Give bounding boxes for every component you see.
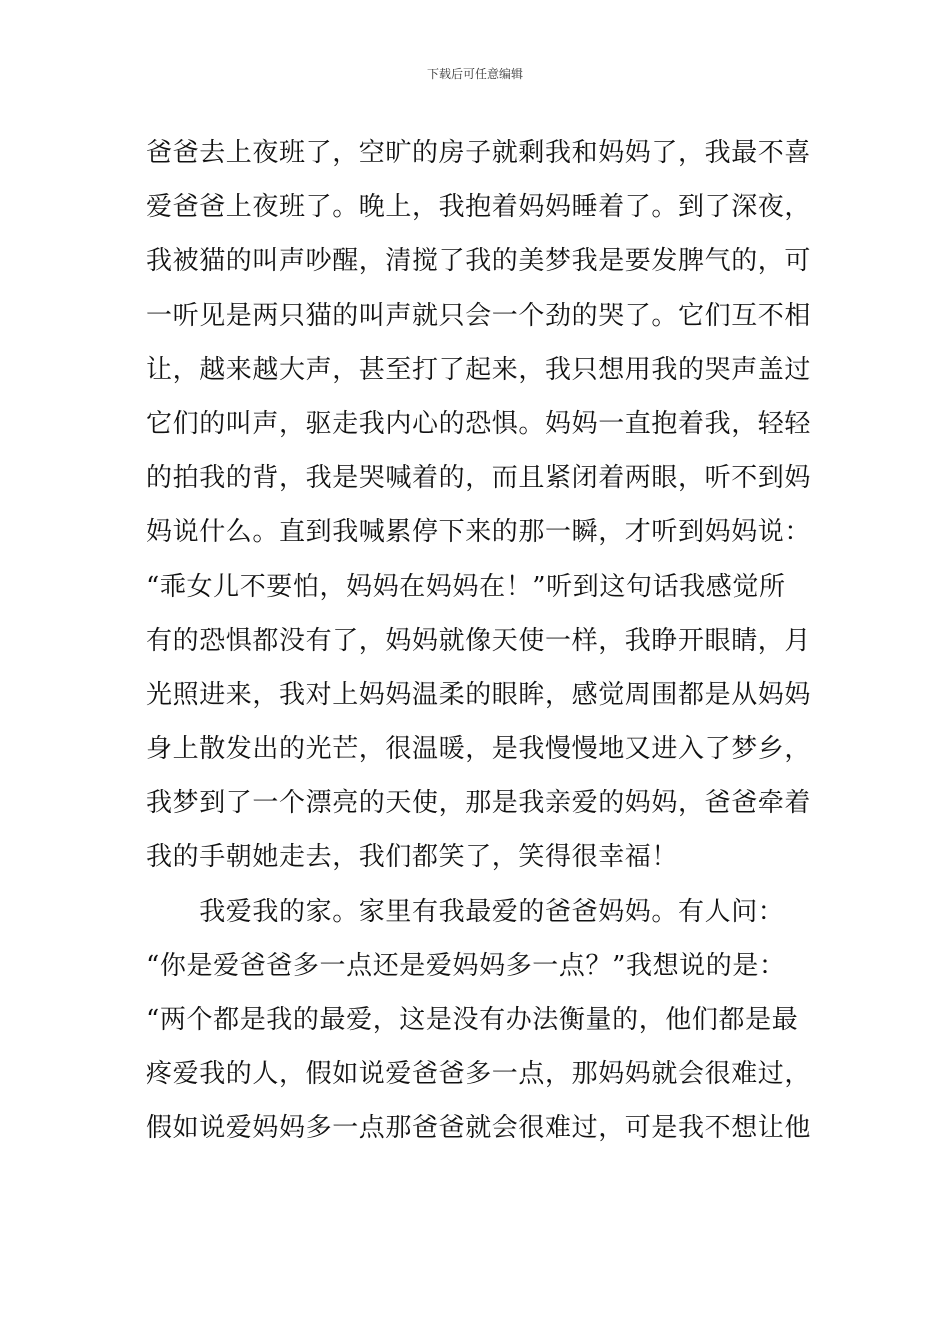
- text-line: 一听见是两只猫的叫声就只会一个劲的哭了。它们互不相: [146, 300, 812, 331]
- text-line: 妈说什么。直到我喊累停下来的那一瞬，才听到妈妈说：: [146, 517, 812, 548]
- text-line: 身上散发出的光芒，很温暖，是我慢慢地又进入了梦乡，: [146, 734, 812, 765]
- text-line: 假如说爱妈妈多一点那爸爸就会很难过，可是我不想让他: [146, 1113, 812, 1144]
- body-text: [146, 126, 816, 1156]
- text-line: 疼爱我的人，假如说爱爸爸多一点，那妈妈就会很难过，: [146, 1059, 812, 1090]
- text-line: “两个都是我的最爱，这是没有办法衡量的，他们都是最: [146, 1005, 799, 1035]
- page-header: 下载后可任意编辑: [426, 67, 523, 81]
- text-line: 爸爸去上夜班了，空旷的房子就剩我和妈妈了，我最不喜: [146, 138, 812, 168]
- text-line: 我梦到了一个漂亮的天使，那是我亲爱的妈妈，爸爸牵着: [146, 788, 812, 819]
- text-line: 光照进来，我对上妈妈温柔的眼眸，感觉周围都是从妈妈: [146, 679, 812, 710]
- text-line: “乖女儿不要怕，妈妈在妈妈在！”听到这句话我感觉所: [146, 571, 786, 602]
- text-line: 我被猫的叫声吵醒，清搅了我的美梦我是要发脾气的，可: [146, 246, 812, 277]
- text-line: 我的手朝她走去，我们都笑了，笑得很幸福！: [146, 842, 679, 873]
- text-line: 让，越来越大声，甚至打了起来，我只想用我的哭声盖过: [146, 354, 812, 385]
- text-line: 爱爸爸上夜班了。晚上，我抱着妈妈睡着了。到了深夜，: [146, 192, 812, 223]
- text-line: 它们的叫声，驱走我内心的恐惧。妈妈一直抱着我，轻轻: [146, 408, 812, 439]
- text-line: “你是爱爸爸多一点还是爱妈妈多一点？”我想说的是：: [146, 950, 786, 981]
- text-line: 的拍我的背，我是哭喊着的，而且紧闭着两眼，听不到妈: [146, 463, 812, 494]
- text-line: 有的恐惧都没有了，妈妈就像天使一样，我睁开眼睛，月: [146, 625, 812, 656]
- paragraph-start-line: 我爱我的家。家里有我最爱的爸爸妈妈。有人问：: [146, 896, 785, 927]
